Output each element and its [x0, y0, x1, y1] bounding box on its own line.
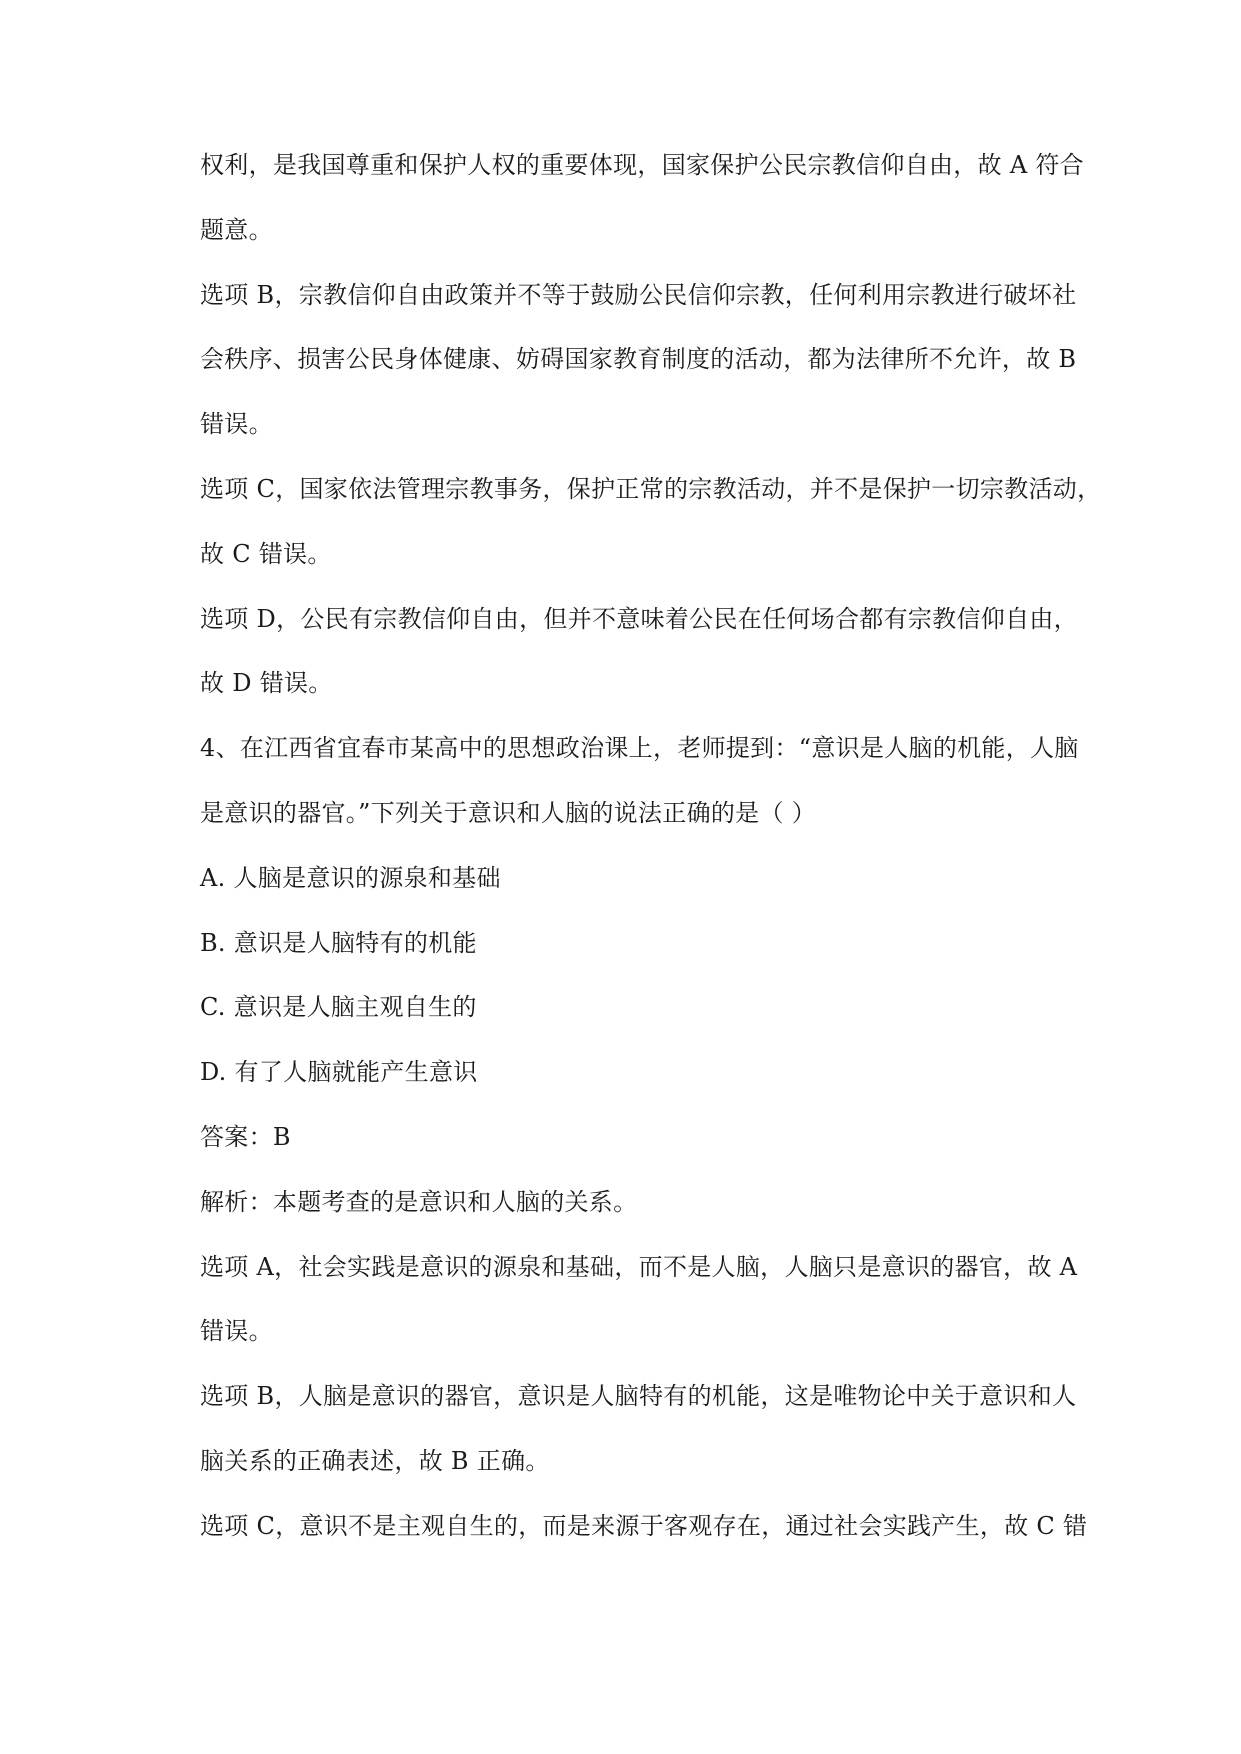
question-stem: 4、在江西省宜春市某高中的思想政治课上，老师提到：“意识是人脑的机能，人脑 — [200, 734, 1079, 763]
text-line: 选项 C，意识不是主观自生的，而是来源于客观存在，通过社会实践产生，故 C 错 — [200, 1511, 1088, 1540]
text-line: 故 C 错误。 — [200, 539, 332, 568]
text-line: 故 D 错误。 — [200, 669, 333, 698]
text-line: 错误。 — [200, 410, 273, 439]
text-line: 会秩序、损害公民身体健康、妨碍国家教育制度的活动，都为法律所不允许，故 B — [200, 345, 1077, 374]
text-line: 选项 A，社会实践是意识的源泉和基础，而不是人脑，人脑只是意识的器官，故 A — [200, 1252, 1078, 1281]
option-b: B. 意识是人脑特有的机能 — [200, 928, 477, 957]
question-stem: 是意识的器官。”下列关于意识和人脑的说法正确的是（ ） — [200, 798, 816, 827]
document-body — [200, 150, 1100, 1576]
text-line: 脑关系的正确表述，故 B 正确。 — [200, 1446, 550, 1475]
text-line: 题意。 — [200, 215, 273, 244]
text-line: 错误。 — [200, 1317, 273, 1346]
text-line: 选项 D，公民有宗教信仰自由，但并不意味着公民在任何场合都有宗教信仰自由， — [200, 604, 1078, 633]
text-line: 权利，是我国尊重和保护人权的重要体现，国家保护公民宗教信仰自由，故 A 符合 — [200, 151, 1084, 179]
option-c: C. 意识是人脑主观自生的 — [200, 993, 477, 1022]
option-a: A. 人脑是意识的源泉和基础 — [200, 863, 501, 892]
text-line: 选项 B，宗教信仰自由政策并不等于鼓励公民信仰宗教，任何利用宗教进行破坏社 — [200, 280, 1077, 309]
answer-line: 答案：B — [200, 1122, 291, 1151]
option-d: D. 有了人脑就能产生意识 — [200, 1058, 478, 1087]
analysis-line: 解析：本题考查的是意识和人脑的关系。 — [200, 1187, 638, 1216]
text-line: 选项 B，人脑是意识的器官，意识是人脑特有的机能，这是唯物论中关于意识和人 — [200, 1382, 1077, 1411]
text-line: 选项 C，国家依法管理宗教事务，保护正常的宗教活动，并不是保护一切宗教活动， — [200, 474, 1102, 503]
